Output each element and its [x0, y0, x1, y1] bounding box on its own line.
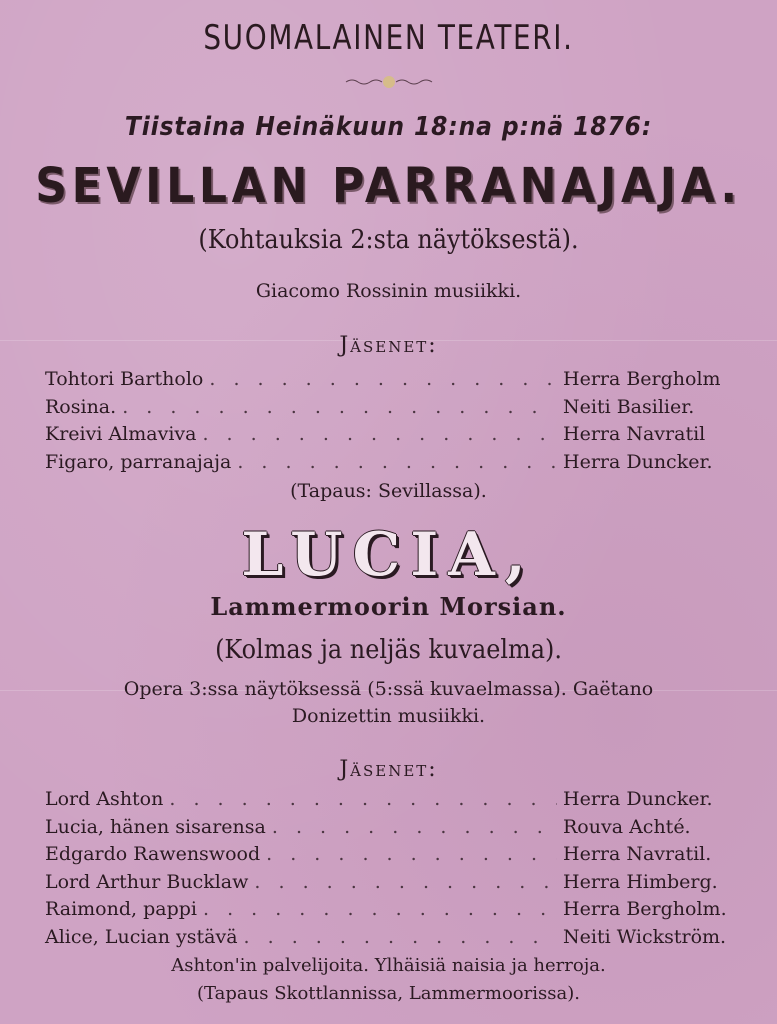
leader-dots [169, 788, 557, 810]
cast-actor: Herra Duncker. [563, 788, 713, 810]
play2-description [0, 676, 777, 730]
cast-role: Edgardo Rawenswood [45, 843, 261, 865]
cast-row [45, 898, 735, 926]
cast-actor: Herra Duncker. [563, 450, 713, 473]
leader-dots [244, 926, 557, 948]
cast-role: Alice, Lucian ystävä [45, 925, 238, 948]
cast-row [45, 816, 735, 844]
play1-cast-list [45, 368, 735, 478]
play1-title: SEVILLAN PARRANAJAJA. [35, 158, 742, 214]
play2-cast-list [45, 788, 735, 953]
leader-dots [266, 843, 557, 865]
cast-row [45, 788, 735, 816]
leader-dots [203, 898, 557, 920]
cast-row [45, 926, 735, 954]
theatre-name: SUOMALAINEN TEATERI. [203, 18, 574, 58]
leader-dots [237, 451, 557, 473]
cast-actor: Herra Himberg. [563, 870, 718, 893]
cast-row [45, 843, 735, 871]
cast-row [45, 451, 735, 479]
play2-title: LUCIA, [241, 520, 536, 590]
cast-role: Kreivi Almaviva [45, 423, 197, 445]
cast-role: Lord Arthur Bucklaw [45, 870, 249, 893]
play1-composer: Giacomo Rossinin musiikki. [255, 280, 522, 302]
play2-title-sub: Lammermoorin Morsian. [210, 592, 567, 621]
play2-description-line: Opera 3:ssa näytöksessä (5:ssä kuvaelmassa). Gaëtano [123, 678, 654, 700]
cast-actor: Rouva Achté. [563, 815, 691, 838]
play2-description-line: Donizettin musiikki. [291, 705, 486, 727]
leader-dots [254, 871, 557, 893]
leader-dots [122, 396, 557, 418]
play2-subtitle: (Kolmas ja neljäs kuvaelma). [215, 635, 562, 665]
cast-actor: Neiti Basilier. [563, 395, 695, 418]
performance-date: Tiistaina Heinäkuun 18:na p:nä 1876: [124, 112, 653, 142]
cast-row [45, 423, 735, 451]
cast-role: Figaro, parranajaja [45, 450, 232, 473]
cast-role: Lord Ashton [45, 788, 164, 810]
cast-actor: Herra Navratil. [563, 843, 712, 865]
cast-role: Raimond, pappi [45, 898, 197, 920]
play2-members-heading: Jäsenet: [339, 757, 438, 782]
cast-row [45, 368, 735, 396]
cast-actor: Neiti Wickström. [563, 925, 727, 948]
cast-actor: Herra Navratil [563, 423, 706, 445]
play1-subtitle: (Kohtauksia 2:sta näytöksestä). [198, 225, 579, 255]
divider-ornament [0, 72, 777, 96]
play1-setting: (Tapaus: Sevillassa). [290, 480, 487, 502]
cast-role: Lucia, hänen sisarensa [45, 815, 266, 838]
cast-row [45, 871, 735, 899]
cast-actor: Herra Bergholm [563, 368, 721, 390]
cast-role: Tohtori Bartholo [45, 368, 204, 390]
cast-row [45, 396, 735, 424]
play1-members-heading: Jäsenet: [339, 333, 438, 358]
cast-actor: Herra Bergholm. [563, 898, 727, 920]
leader-dots [272, 816, 557, 838]
leader-dots [202, 423, 557, 445]
leader-dots [209, 368, 557, 390]
cast-role: Rosina. [45, 395, 117, 418]
play2-extras: Ashton'in palvelijoita. Ylhäisiä naisia ja herroja. [171, 955, 606, 976]
play2-setting: (Tapaus Skottlannissa, Lammermoorissa). [197, 983, 580, 1004]
ornament-icon [344, 72, 434, 92]
